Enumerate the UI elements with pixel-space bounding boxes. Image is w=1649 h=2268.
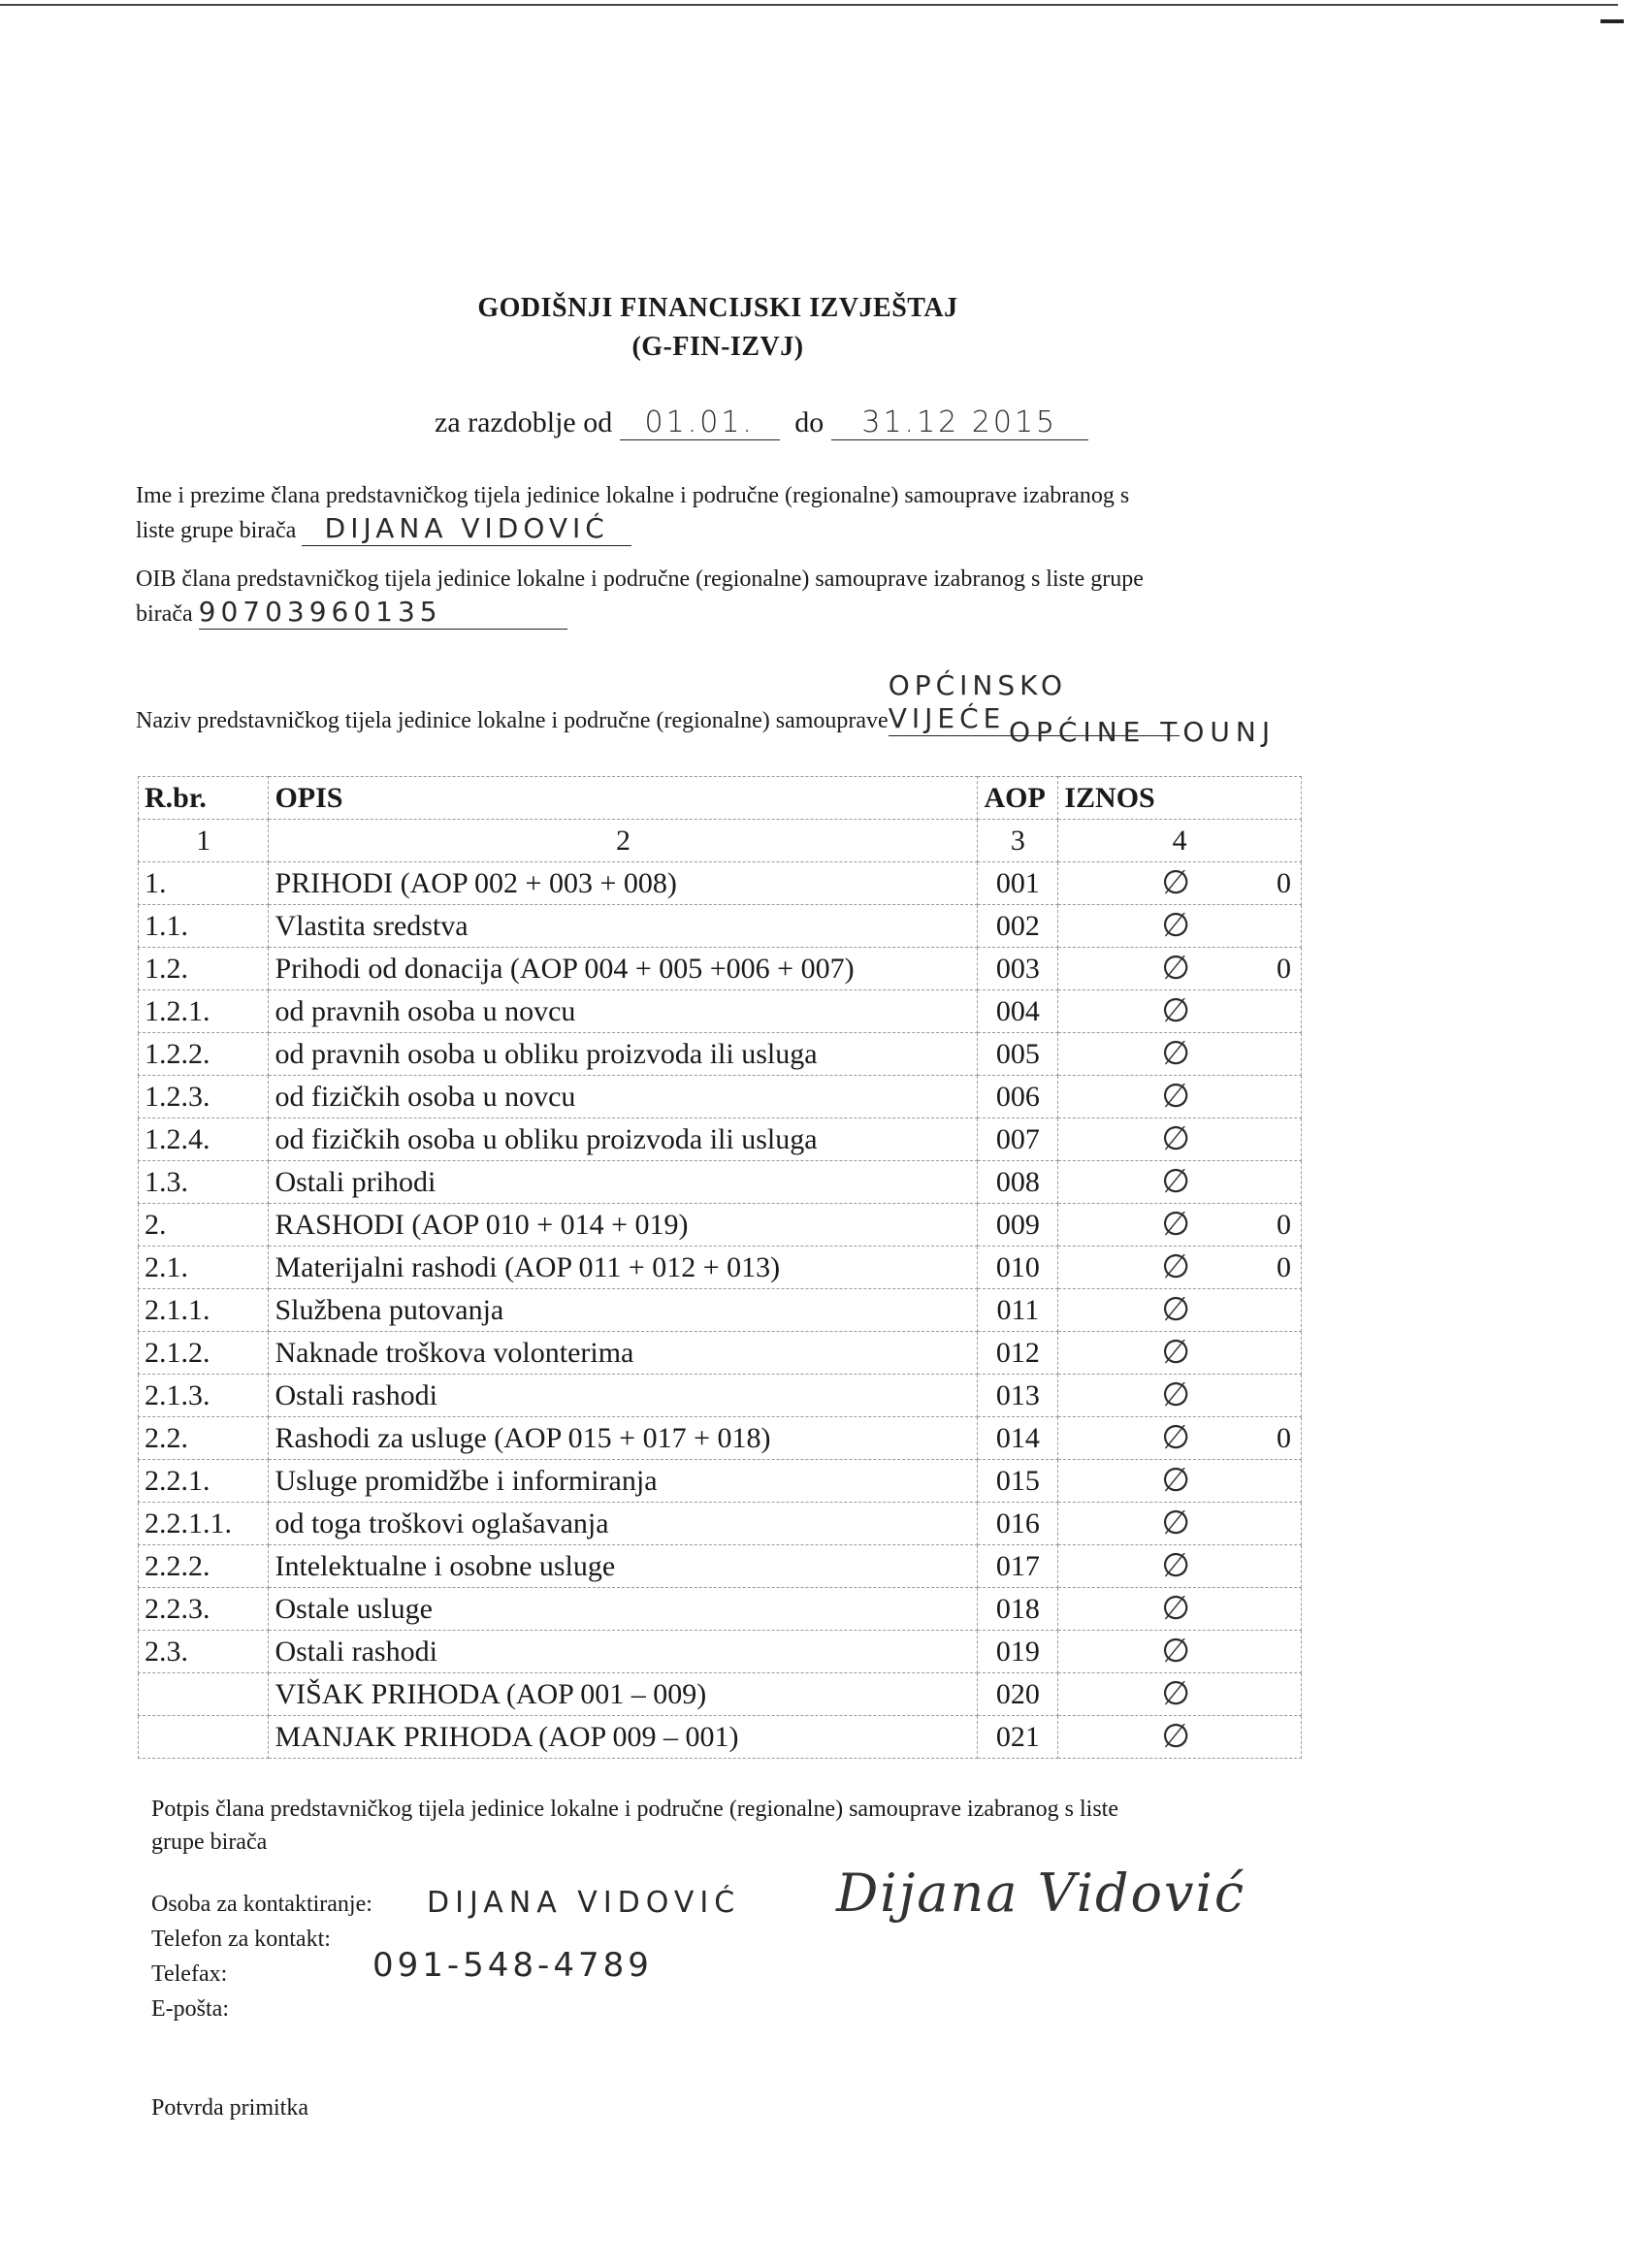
- signature-label-line1: Potpis člana predstavničkog tijela jedinice lokalne i područne (regionalne) samouprave izabranog s liste: [151, 1797, 1118, 1822]
- member-name-label: Ime i prezime člana predstavničkog tijela jedinice lokalne i područne (regionalne) samouprave izabranog s: [136, 483, 1130, 508]
- member-oib-label-2: birača: [136, 601, 193, 627]
- contact-phone-field[interactable]: 091-548-4789: [372, 1946, 653, 1985]
- council-field-line2[interactable]: OPĆINE TOUNJ: [1009, 716, 1277, 748]
- document-title: GODIŠNJI FINANCIJSKI IZVJEŠTAJ: [477, 293, 958, 323]
- contact-fax-label: Telefax:: [151, 1961, 228, 1987]
- row-number: 1.2.4.: [139, 1118, 269, 1161]
- table-row: [139, 990, 1302, 1033]
- row-number: 2.2.1.: [139, 1460, 269, 1503]
- row-aop-code: 018: [978, 1588, 1058, 1631]
- row-description: RASHODI (AOP 010 + 014 + 019): [269, 1204, 978, 1247]
- row-description: od fizičkih osoba u obliku proizvoda ili usluga: [269, 1118, 978, 1161]
- row-description: Prihodi od donacija (AOP 004 + 005 +006 + 007): [269, 948, 978, 990]
- handwritten-empty-mark: ∅: [1161, 906, 1190, 945]
- row-description: Naknade troškova volonterima: [269, 1332, 978, 1375]
- row-description: Vlastita sredstva: [269, 905, 978, 948]
- row-amount-cell[interactable]: [1058, 948, 1302, 990]
- row-amount-cell[interactable]: [1058, 1673, 1302, 1716]
- period-line: [435, 405, 1088, 440]
- table-header-row: [139, 777, 1302, 820]
- row-number: 2.2.2.: [139, 1545, 269, 1588]
- table-row: [139, 1545, 1302, 1588]
- handwritten-empty-mark: ∅: [1161, 1290, 1190, 1329]
- row-description: Ostali rashodi: [269, 1375, 978, 1417]
- period-to-field[interactable]: 31.12 2015: [831, 405, 1088, 440]
- table-row: [139, 1118, 1302, 1161]
- handwritten-empty-mark: ∅: [1161, 949, 1190, 988]
- row-amount-cell[interactable]: [1058, 905, 1302, 948]
- signature-label: [151, 1793, 1315, 1859]
- row-aop-code: 013: [978, 1375, 1058, 1417]
- row-aop-code: 005: [978, 1033, 1058, 1076]
- table-row: [139, 1417, 1302, 1460]
- column-number: 1: [139, 820, 269, 862]
- handwritten-empty-mark: ∅: [1161, 991, 1190, 1030]
- row-number: 1.2.1.: [139, 990, 269, 1033]
- column-number: 2: [269, 820, 978, 862]
- row-amount-value: 0: [1277, 1209, 1291, 1241]
- table-row: [139, 1673, 1302, 1716]
- row-aop-code: 001: [978, 862, 1058, 905]
- row-number: 2.1.: [139, 1247, 269, 1289]
- period-from-field[interactable]: 01.01.: [620, 405, 780, 440]
- row-aop-code: 008: [978, 1161, 1058, 1204]
- row-amount-cell[interactable]: [1058, 1588, 1302, 1631]
- period-to-label: do: [794, 406, 824, 438]
- table-row: [139, 1631, 1302, 1673]
- row-number: 2.1.3.: [139, 1375, 269, 1417]
- handwritten-empty-mark: ∅: [1161, 1589, 1190, 1628]
- table-row: [139, 1716, 1302, 1759]
- row-aop-code: 009: [978, 1204, 1058, 1247]
- row-aop-code: 015: [978, 1460, 1058, 1503]
- handwritten-empty-mark: ∅: [1161, 1674, 1190, 1713]
- row-description: od pravnih osoba u novcu: [269, 990, 978, 1033]
- contact-phone-label: Telefon za kontakt:: [151, 1927, 331, 1952]
- row-number: 2.1.2.: [139, 1332, 269, 1375]
- table-row: [139, 905, 1302, 948]
- handwritten-signature: Dijana Vidović: [836, 1863, 1246, 1924]
- handwritten-empty-mark: ∅: [1161, 1119, 1190, 1158]
- member-oib-label: OIB člana predstavničkog tijela jedinice lokalne i područne (regionalne) samouprave izabranog s liste grupe: [136, 567, 1144, 592]
- handwritten-empty-mark: ∅: [1161, 1376, 1190, 1414]
- row-amount-cell[interactable]: [1058, 1716, 1302, 1759]
- row-aop-code: 012: [978, 1332, 1058, 1375]
- row-amount-cell[interactable]: [1058, 1204, 1302, 1247]
- member-oib-block: [136, 563, 1300, 631]
- row-number: 2.: [139, 1204, 269, 1247]
- row-description: Službena putovanja: [269, 1289, 978, 1332]
- header-aop: AOP: [978, 777, 1058, 820]
- row-description: PRIHODI (AOP 002 + 003 + 008): [269, 862, 978, 905]
- header-opis: OPIS: [269, 777, 978, 820]
- member-oib-field[interactable]: 90703960135: [199, 596, 567, 630]
- column-number: 3: [978, 820, 1058, 862]
- scan-mark: [1600, 19, 1624, 23]
- handwritten-empty-mark: ∅: [1161, 1077, 1190, 1116]
- row-amount-cell[interactable]: [1058, 862, 1302, 905]
- row-description: VIŠAK PRIHODA (AOP 001 – 009): [269, 1673, 978, 1716]
- handwritten-empty-mark: ∅: [1161, 1504, 1190, 1542]
- row-amount-value: 0: [1277, 1422, 1291, 1454]
- header-rbr: R.br.: [139, 777, 269, 820]
- row-description: MANJAK PRIHODA (AOP 009 – 001): [269, 1716, 978, 1759]
- contact-person-label: Osoba za kontaktiranje:: [151, 1892, 372, 1917]
- table-row: [139, 1204, 1302, 1247]
- row-amount-cell[interactable]: [1058, 1247, 1302, 1289]
- receipt-label: Potvrda primitka: [151, 2095, 308, 2121]
- row-number: 1.: [139, 862, 269, 905]
- row-amount-cell[interactable]: [1058, 1332, 1302, 1375]
- table-row: [139, 1503, 1302, 1545]
- row-number: 1.1.: [139, 905, 269, 948]
- row-amount-cell[interactable]: [1058, 1503, 1302, 1545]
- row-aop-code: 007: [978, 1118, 1058, 1161]
- row-aop-code: 016: [978, 1503, 1058, 1545]
- member-name-block: [136, 479, 1300, 547]
- handwritten-empty-mark: ∅: [1161, 863, 1190, 902]
- row-amount-cell[interactable]: [1058, 1417, 1302, 1460]
- row-aop-code: 011: [978, 1289, 1058, 1332]
- row-amount-cell[interactable]: [1058, 1375, 1302, 1417]
- row-aop-code: 020: [978, 1673, 1058, 1716]
- council-label: Naziv predstavničkog tijela jedinice lokalne i područne (regionalne) samouprave: [136, 708, 889, 733]
- row-amount-cell[interactable]: [1058, 1033, 1302, 1076]
- council-field[interactable]: OPĆINSKO VIJEĆE: [889, 669, 1180, 736]
- financial-table: [138, 776, 1302, 1759]
- row-amount-cell[interactable]: [1058, 990, 1302, 1033]
- handwritten-empty-mark: ∅: [1161, 1333, 1190, 1372]
- row-description: od pravnih osoba u obliku proizvoda ili usluga: [269, 1033, 978, 1076]
- table-row: [139, 1289, 1302, 1332]
- handwritten-empty-mark: ∅: [1161, 1205, 1190, 1244]
- top-border-line: [0, 4, 1618, 6]
- row-description: Ostali rashodi: [269, 1631, 978, 1673]
- row-number: 1.2.2.: [139, 1033, 269, 1076]
- row-number: 1.3.: [139, 1161, 269, 1204]
- table-row: [139, 1332, 1302, 1375]
- row-amount-value: 0: [1277, 1251, 1291, 1283]
- row-number: 2.2.3.: [139, 1588, 269, 1631]
- row-number: 1.2.3.: [139, 1076, 269, 1118]
- row-number: 2.2.: [139, 1417, 269, 1460]
- row-aop-code: 003: [978, 948, 1058, 990]
- handwritten-empty-mark: ∅: [1161, 1418, 1190, 1457]
- table-row: [139, 1076, 1302, 1118]
- handwritten-empty-mark: ∅: [1161, 1247, 1190, 1286]
- handwritten-empty-mark: ∅: [1161, 1546, 1190, 1585]
- row-description: od toga troškovi oglašavanja: [269, 1503, 978, 1545]
- member-name-label-2: liste grupe birača: [136, 518, 297, 543]
- row-aop-code: 010: [978, 1247, 1058, 1289]
- row-aop-code: 004: [978, 990, 1058, 1033]
- row-aop-code: 019: [978, 1631, 1058, 1673]
- row-aop-code: 002: [978, 905, 1058, 948]
- row-amount-cell[interactable]: [1058, 1161, 1302, 1204]
- row-description: Intelektualne i osobne usluge: [269, 1545, 978, 1588]
- row-amount-cell[interactable]: [1058, 1460, 1302, 1503]
- period-from-label: za razdoblje od: [435, 406, 613, 438]
- handwritten-empty-mark: ∅: [1161, 1034, 1190, 1073]
- row-amount-cell[interactable]: [1058, 1631, 1302, 1673]
- row-amount-value: 0: [1277, 867, 1291, 899]
- row-aop-code: 014: [978, 1417, 1058, 1460]
- row-amount-cell[interactable]: [1058, 1118, 1302, 1161]
- table-row: [139, 862, 1302, 905]
- row-number: 1.2.: [139, 948, 269, 990]
- contact-email-label: E-pošta:: [151, 1996, 229, 2022]
- table-row: [139, 1375, 1302, 1417]
- row-description: Materijalni rashodi (AOP 011 + 012 + 013): [269, 1247, 978, 1289]
- handwritten-empty-mark: ∅: [1161, 1717, 1190, 1756]
- handwritten-empty-mark: ∅: [1161, 1162, 1190, 1201]
- table-row: [139, 948, 1302, 990]
- table-row: [139, 1460, 1302, 1503]
- handwritten-empty-mark: ∅: [1161, 1632, 1190, 1670]
- table-row: [139, 1033, 1302, 1076]
- column-number-row: [139, 820, 1302, 862]
- signature-label-line2: grupe birača: [151, 1830, 268, 1855]
- table-row: [139, 1588, 1302, 1631]
- row-number: 2.3.: [139, 1631, 269, 1673]
- header-iznos: IZNOS: [1058, 777, 1302, 820]
- table-row: [139, 1161, 1302, 1204]
- row-description: Ostale usluge: [269, 1588, 978, 1631]
- row-amount-cell[interactable]: [1058, 1289, 1302, 1332]
- row-description: Ostali prihodi: [269, 1161, 978, 1204]
- row-number: [139, 1716, 269, 1759]
- row-amount-cell[interactable]: [1058, 1076, 1302, 1118]
- row-description: Rashodi za usluge (AOP 015 + 017 + 018): [269, 1417, 978, 1460]
- document-subtitle: (G-FIN-IZVJ): [631, 332, 804, 362]
- row-aop-code: 006: [978, 1076, 1058, 1118]
- contact-person-field[interactable]: DIJANA VIDOVIĆ: [427, 1886, 741, 1920]
- row-number: 2.2.1.1.: [139, 1503, 269, 1545]
- row-number: 2.1.1.: [139, 1289, 269, 1332]
- row-description: Usluge promidžbe i informiranja: [269, 1460, 978, 1503]
- member-name-field[interactable]: DIJANA VIDOVIĆ: [302, 512, 631, 546]
- handwritten-empty-mark: ∅: [1161, 1461, 1190, 1500]
- row-aop-code: 017: [978, 1545, 1058, 1588]
- row-description: od fizičkih osoba u novcu: [269, 1076, 978, 1118]
- row-aop-code: 021: [978, 1716, 1058, 1759]
- column-number: 4: [1058, 820, 1302, 862]
- row-number: [139, 1673, 269, 1716]
- row-amount-value: 0: [1277, 953, 1291, 985]
- row-amount-cell[interactable]: [1058, 1545, 1302, 1588]
- table-row: [139, 1247, 1302, 1289]
